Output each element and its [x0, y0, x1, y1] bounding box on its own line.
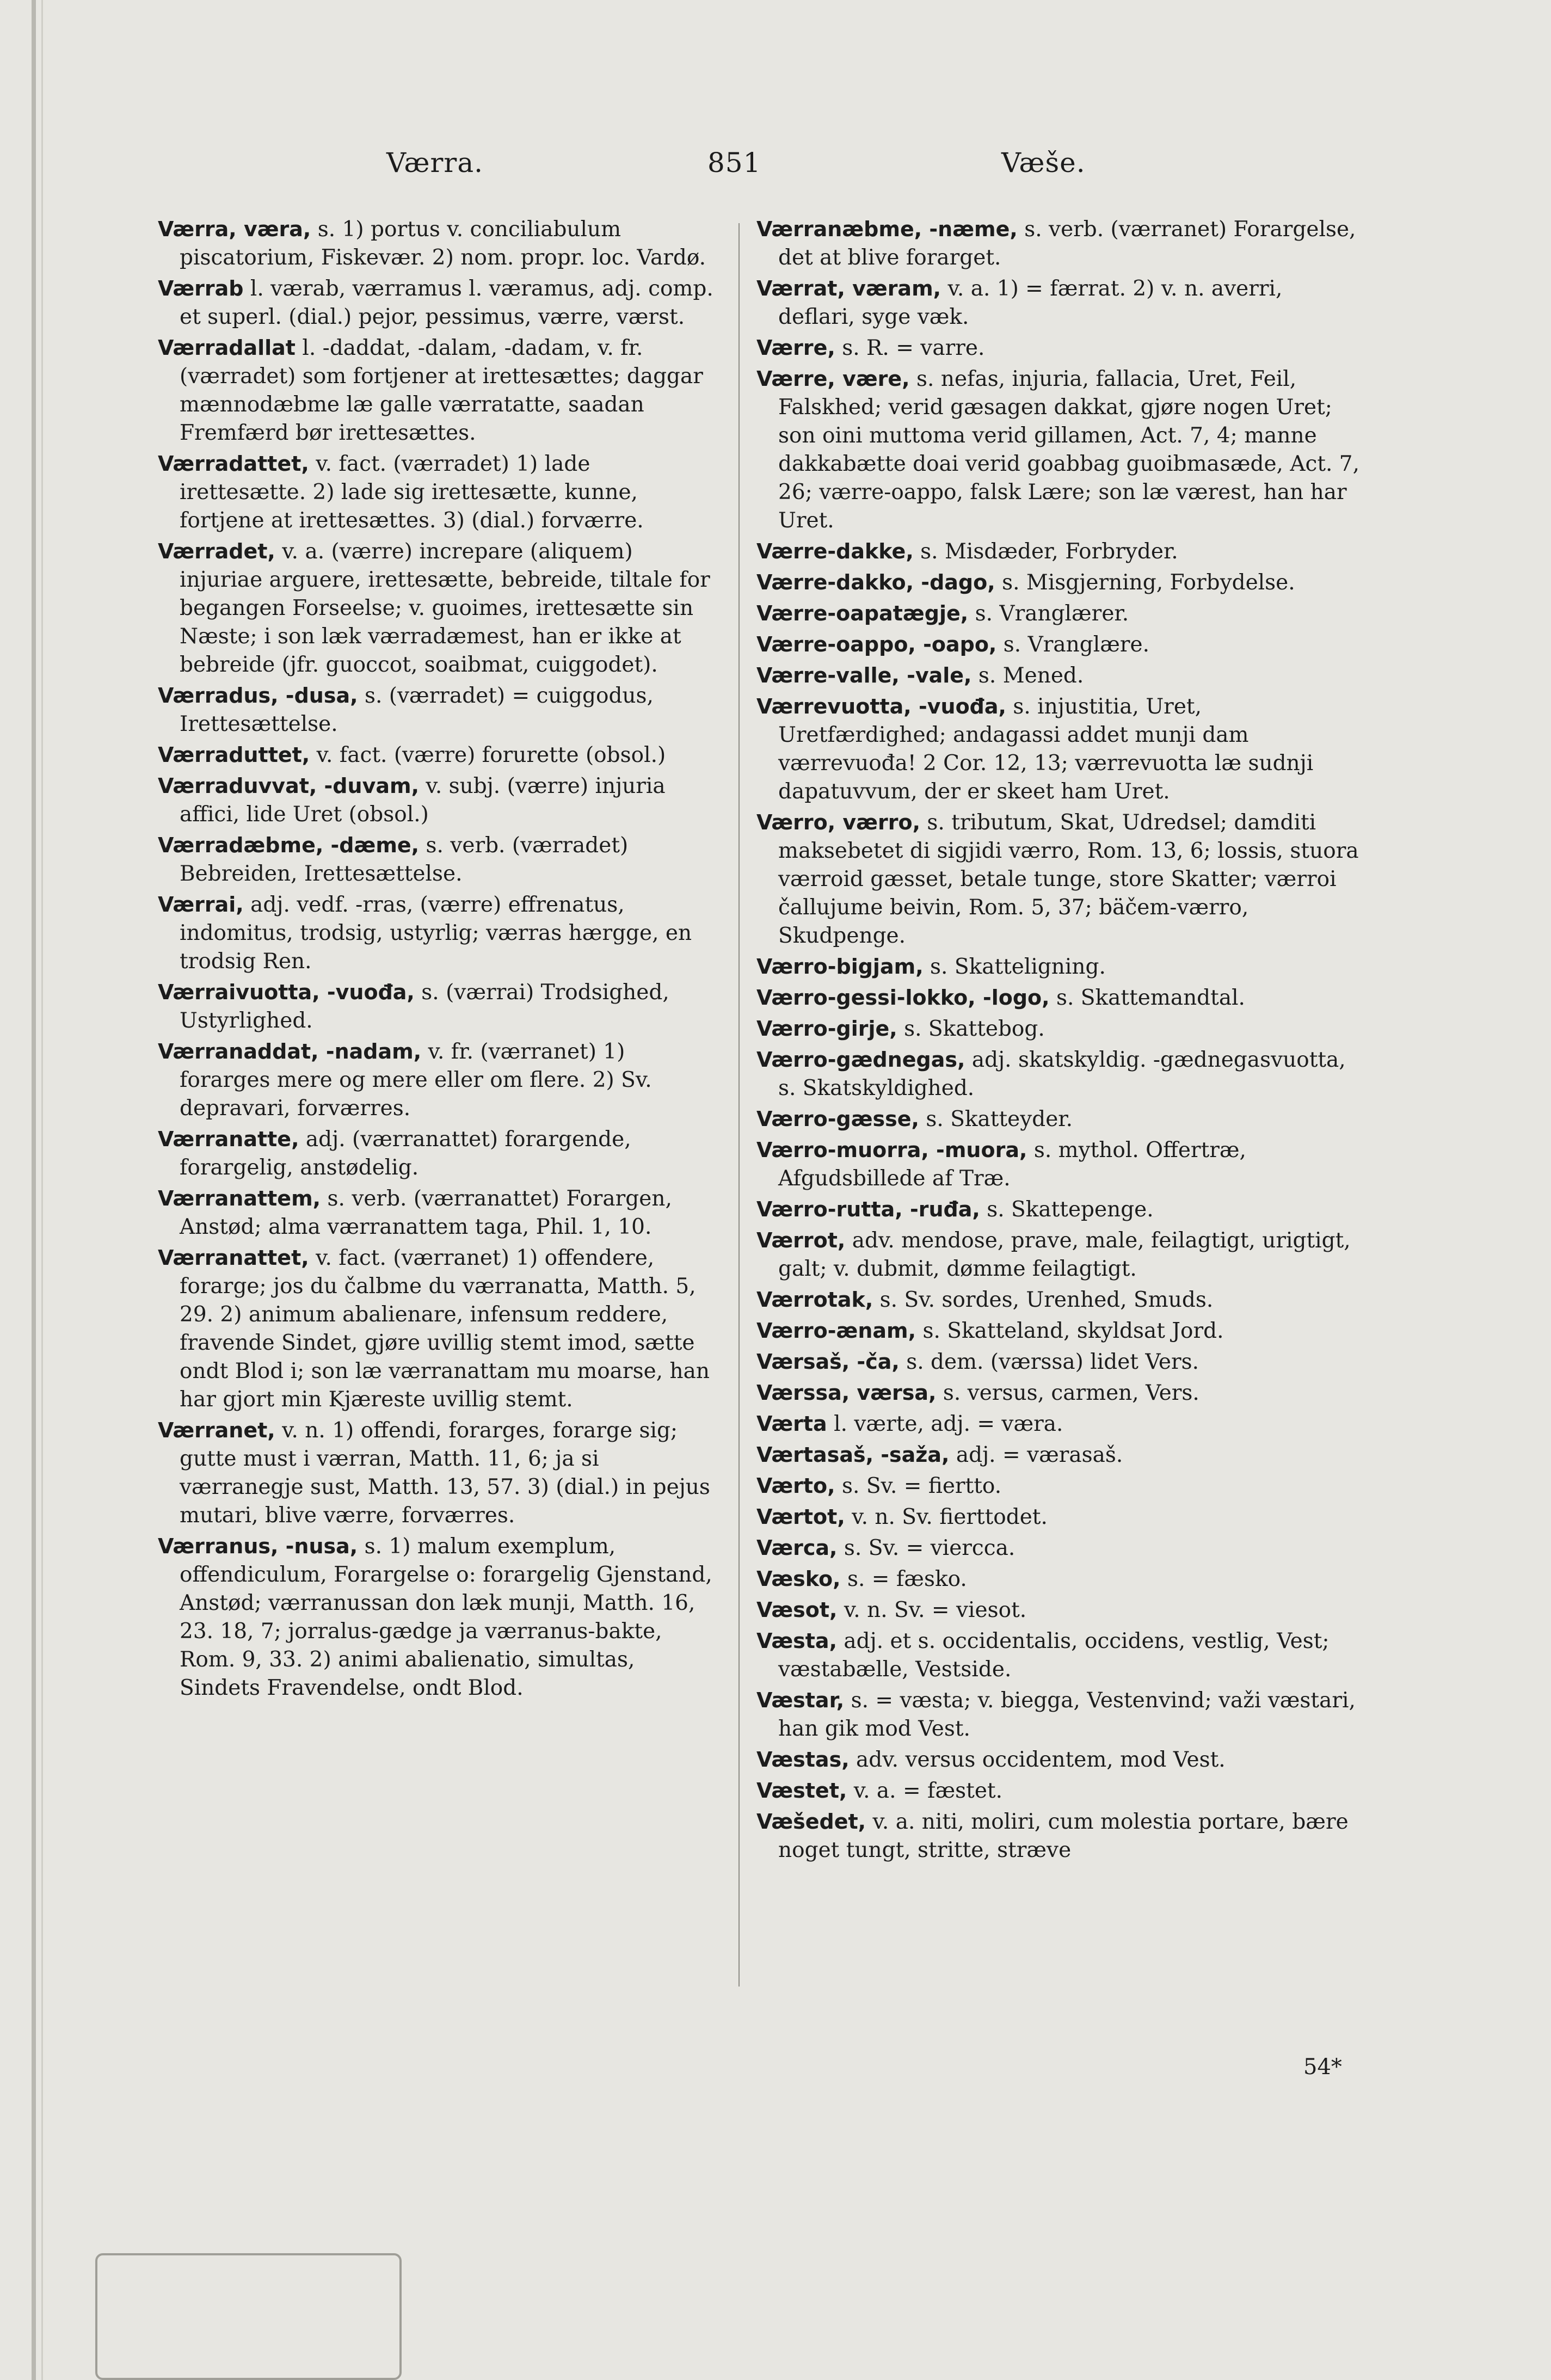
headword: Værre, være, — [756, 367, 910, 391]
right-column — [756, 215, 1361, 1867]
headword: Værtot, — [756, 1505, 845, 1529]
definition: l. værab, værramus l. væramus, adj. comp. et superl. (dial.) pejor, pessimus, værre, værst. — [180, 276, 713, 329]
definition: v. subj. (værre) injuria affici, lide Uret (obsol.) — [180, 774, 666, 827]
dictionary-entry — [756, 661, 1361, 690]
definition: s. verb. (værradet) Bebreiden, Irettesættelse. — [180, 833, 629, 886]
headword: Værrai, — [158, 893, 244, 917]
dictionary-entry — [756, 1379, 1361, 1407]
dictionary-entry — [158, 537, 718, 679]
headword: Værranæbme, -næme, — [756, 217, 1018, 241]
definition: s. nefas, injuria, fallacia, Uret, Feil, Falskhed; verid gæsagen dakkat, gjøre nogen Uret; son oini muttoma verid gillamen, Act. 7, 4; manne dakkabætte doai verid goabbag guoibmasæde, Act. 7, 26; værre-oappo, falsk Lære; son læ værest, han har Uret. — [778, 367, 1360, 533]
dictionary-entry — [756, 1686, 1361, 1743]
dictionary-entry — [158, 681, 718, 739]
definition: v. fact. (værre) forurette (obsol.) — [316, 743, 666, 767]
definition: v. fr. (værranet) 1) forarges mere og mere eller om flere. 2) Sv. depravari, forværres. — [180, 1040, 652, 1121]
headword: Væsta, — [756, 1629, 838, 1653]
headword: Værranattet, — [158, 1246, 309, 1270]
definition: s. tributum, Skat, Udredsel; damditi maksebetet di sigjidi værro, Rom. 13, 6; lossis, stuora værroid gæsset, betale tunge, store Skatter; værroi čallujume beivin, Rom. 5, 37; bäčem-værro, Skudpenge. — [778, 810, 1359, 948]
headword: Værca, — [756, 1536, 838, 1560]
definition: s. verb. (værranet) Forargelse, det at blive forarget. — [778, 217, 1356, 270]
dictionary-entry — [756, 1745, 1361, 1774]
dictionary-entry — [756, 630, 1361, 659]
headword: Værre-oappo, -oapo, — [756, 632, 997, 656]
running-head-right: Væše. — [1001, 147, 1086, 179]
dictionary-entry — [756, 274, 1361, 331]
headword: Værraduvvat, -duvam, — [158, 774, 420, 798]
dictionary-entry — [756, 1410, 1361, 1438]
definition: s. Sv. = fiertto. — [842, 1474, 1002, 1498]
dictionary-entry — [158, 1532, 718, 1702]
dictionary-entry — [756, 1136, 1361, 1193]
dictionary-entry — [756, 692, 1361, 806]
left-column — [158, 215, 718, 1705]
definition: s. dem. (værssa) lidet Vers. — [906, 1350, 1199, 1374]
definition: s. = fæsko. — [847, 1567, 967, 1591]
definition: s. injustitia, Uret, Uretfærdighed; andagassi addet munji dam værrevuođa! 2 Cor. 12, 13; værrevuotta læ sudnji dapatuvvum, der er skeet ham Uret. — [778, 694, 1314, 804]
definition: adv. mendose, prave, male, feilagtigt, urigtigt, galt; v. dubmit, dømme feilagtigt. — [778, 1228, 1351, 1281]
definition: v. n. Sv. fierttodet. — [852, 1505, 1048, 1529]
definition: s. Skattebog. — [904, 1017, 1045, 1041]
definition: s. Skatteland, skyldsat Jord. — [922, 1319, 1224, 1343]
headword: Væsko, — [756, 1567, 841, 1591]
definition: s. Misgjerning, Forbydelse. — [1002, 570, 1295, 595]
dictionary-entry — [158, 334, 718, 447]
dictionary-entry — [756, 215, 1361, 272]
definition: s. Vranglære. — [1003, 632, 1149, 657]
headword: Værre, — [756, 336, 835, 360]
headword: Værradæbme, -dæme, — [158, 833, 420, 857]
definition: v. a. 1) = færrat. 2) v. n. averri, deflari, syge væk. — [778, 276, 1283, 329]
definition: s. Vranglærer. — [975, 601, 1129, 626]
definition: adj. skatskyldig. -gædnegasvuotta, s. Skatskyldighed. — [778, 1048, 1346, 1100]
dictionary-entry — [756, 334, 1361, 362]
definition: v. a. niti, moliri, cum molestia portare, bære noget tungt, stritte, stræve — [778, 1810, 1349, 1862]
definition: adj. et s. occidentalis, occidens, vestlig, Vest; væstabælle, Vestside. — [778, 1629, 1330, 1682]
dictionary-entry — [756, 1472, 1361, 1500]
dictionary-entry — [756, 1441, 1361, 1469]
dictionary-entry — [756, 1503, 1361, 1532]
headword: Væstar, — [756, 1688, 845, 1712]
headword: Værro, værro, — [756, 810, 921, 834]
definition: s. Misdæder, Forbryder. — [920, 539, 1178, 564]
dictionary-entry — [158, 1244, 718, 1414]
dictionary-entry — [756, 983, 1361, 1012]
headword: Værradet, — [158, 539, 275, 563]
definition: s. versus, carmen, Vers. — [943, 1381, 1199, 1405]
headword: Værsaš, -ča, — [756, 1350, 900, 1374]
definition: v. fact. (værranet) 1) offendere, forarge; jos du čalbme du værranatta, Matth. 5, 29. 2) animum abalienare, infensum reddere, fravende Sindet, gjøre uvillig stemt imod, sætte ondt Blod i; son læ værranattam mu moarse, han har gjort min Kjæreste uvillig stemt. — [180, 1246, 710, 1412]
definition: v. n. 1) offendi, forarges, forarge sig; gutte must i værran, Matth. 11, 6; ja si værranegje sust, Matth. 13, 57. 3) (dial.) in pejus mutari, blive værre, forværres. — [180, 1418, 710, 1528]
dictionary-entry — [756, 1286, 1361, 1314]
column-divider — [738, 223, 740, 1987]
dictionary-entry — [756, 1046, 1361, 1103]
definition: v. fact. (værradet) 1) lade irettesætte. 2) lade sig irettesætte, kunne, fortjene at irettesættes. 3) (dial.) forværre. — [180, 452, 644, 533]
headword: Værre-oapatægje, — [756, 601, 969, 625]
dictionary-entry — [756, 568, 1361, 597]
headword: Værra, væra, — [158, 217, 311, 241]
signature-mark: 54* — [1303, 2055, 1342, 2080]
headword: Værrat, væram, — [756, 276, 941, 300]
dictionary-entry — [756, 1596, 1361, 1625]
headword: Værro-rutta, -ruđa, — [756, 1197, 980, 1221]
definition: adv. versus occidentem, mod Vest. — [856, 1748, 1226, 1772]
dictionary-entry — [756, 1105, 1361, 1134]
definition: s. (værradet) = cuiggodus, Irettesættelse. — [180, 684, 654, 736]
headword: Værta — [756, 1412, 827, 1436]
definition: s. Sv. sordes, Urenhed, Smuds. — [879, 1288, 1214, 1312]
headword: Værto, — [756, 1474, 835, 1498]
headword: Værradallat — [158, 336, 296, 360]
definition: s. Skatteyder. — [926, 1107, 1073, 1131]
dictionary-entry — [756, 365, 1361, 535]
page-gutter-shadow — [32, 0, 36, 2380]
headword: Værro-gæsse, — [756, 1107, 919, 1131]
headword: Værro-gædnegas, — [756, 1048, 965, 1072]
headword: Værraduttet, — [158, 743, 310, 767]
definition: v. a. (værre) increpare (aliquem) injuriae arguere, irettesætte, bebreide, tiltale for begangen Forseelse; v. guoimes, irettesætte sin Næste; i son læk værradæmest, han er ikke at bebreide (jfr. guoccot, soaibmat, cuiggodet). — [180, 539, 710, 677]
dictionary-entry — [158, 772, 718, 829]
definition: s. Skatteligning. — [930, 955, 1106, 979]
headword: Væšedet, — [756, 1810, 866, 1834]
definition: v. a. = fæstet. — [853, 1779, 1002, 1803]
headword: Værranattem, — [158, 1186, 321, 1210]
dictionary-entry — [756, 537, 1361, 566]
headword: Værrot, — [756, 1228, 846, 1252]
headword: Væsot, — [756, 1598, 838, 1622]
headword: Værranet, — [158, 1418, 275, 1442]
dictionary-entry — [756, 1014, 1361, 1043]
definition: s. 1) malum exemplum, offendiculum, Forargelse o: forargelig Gjenstand, Anstød; værranussan don læk munji, Matth. 16, 23. 18, 7; jorralus-gædge ja værranus-bakte, Rom. 9, 33. 2) animi abalienatio, simultas, Sindets Fravendelse, ondt Blod. — [180, 1534, 712, 1700]
definition: s. Mened. — [978, 663, 1084, 688]
dictionary-entry — [756, 599, 1361, 628]
headword: Værro-gessi-lokko, -logo, — [756, 986, 1050, 1010]
definition: l. -daddat, -dalam, -dadam, v. fr. (værradet) som fortjener at irettesættes; daggar mænnodæbme læ galle værratatte, saadan Fremfærd bør irettesættes. — [180, 336, 703, 445]
dictionary-entry — [756, 1776, 1361, 1805]
headword: Væstas, — [756, 1748, 850, 1772]
headword: Væstet, — [756, 1779, 847, 1803]
headword: Værranus, -nusa, — [158, 1534, 358, 1558]
headword: Værro-girje, — [756, 1017, 897, 1041]
headword: Værradus, -dusa, — [158, 684, 358, 708]
definition: v. n. Sv. = viesot. — [844, 1598, 1027, 1622]
definition: l. værte, adj. = væra. — [834, 1412, 1063, 1436]
dictionary-entry — [756, 1627, 1361, 1684]
headword: Værtasaš, -saža, — [756, 1443, 950, 1467]
definition: adj. vedf. -rras, (værre) effrenatus, indomitus, trodsig, ustyrlig; værras hærgge, en trodsig Ren. — [180, 893, 692, 974]
headword: Værre-dakko, -dago, — [756, 570, 995, 594]
dictionary-entry — [158, 1037, 718, 1123]
definition: s. mythol. Offertræ, Afgudsbillede af Træ. — [778, 1138, 1246, 1191]
dictionary-entry — [158, 978, 718, 1035]
headword: Værre-valle, -vale, — [756, 663, 972, 687]
definition: s. Skattepenge. — [987, 1197, 1154, 1222]
paper-clip-outline — [95, 2253, 402, 2380]
dictionary-entry — [158, 741, 718, 770]
definition: s. Skattemandtal. — [1056, 986, 1245, 1010]
dictionary-entry — [756, 1226, 1361, 1283]
dictionary-entry — [756, 1807, 1361, 1865]
definition: s. R. = varre. — [842, 336, 985, 360]
running-head-left: Værra. — [386, 147, 484, 179]
headword: Værro-bigjam, — [756, 955, 924, 979]
headword: Værranaddat, -nadam, — [158, 1040, 422, 1063]
page-number: 851 — [707, 147, 761, 179]
headword: Værssa, værsa, — [756, 1381, 937, 1405]
dictionary-entry — [158, 890, 718, 976]
definition: s. Sv. = viercca. — [844, 1536, 1015, 1560]
headword: Værre-dakke, — [756, 539, 914, 563]
headword: Værranatte, — [158, 1127, 299, 1151]
dictionary-entry — [158, 831, 718, 888]
headword: Værraivuotta, -vuođa, — [158, 980, 415, 1004]
definition: adj. (værranattet) forargende, forargelig, anstødelig. — [180, 1127, 631, 1180]
dictionary-entry — [756, 808, 1361, 950]
dictionary-entry — [158, 1184, 718, 1241]
dictionary-entry — [756, 952, 1361, 981]
definition: s. verb. (værranattet) Forargen, Anstød; alma værranattem taga, Phil. 1, 10. — [180, 1186, 672, 1239]
dictionary-entry — [756, 1534, 1361, 1563]
dictionary-entry — [756, 1317, 1361, 1345]
page-gutter-line — [41, 0, 43, 2380]
headword: Værrevuotta, -vuođa, — [756, 694, 1006, 718]
definition: s. = væsta; v. biegga, Vestenvind; važi væstari, han gik mod Vest. — [778, 1688, 1356, 1741]
dictionary-entry — [158, 1125, 718, 1182]
headword: Værro-ænam, — [756, 1319, 916, 1343]
dictionary-entry — [756, 1195, 1361, 1224]
headword: Værradattet, — [158, 452, 309, 476]
definition: s. (værrai) Trodsighed, Ustyrlighed. — [180, 980, 669, 1033]
definition: adj. = værasaš. — [956, 1443, 1123, 1467]
headword: Værrab — [158, 276, 244, 300]
headword: Værro-muorra, -muora, — [756, 1138, 1027, 1162]
dictionary-entry — [158, 450, 718, 535]
dictionary-entry — [158, 274, 718, 331]
dictionary-entry — [158, 215, 718, 272]
dictionary-entry — [158, 1416, 718, 1530]
definition: s. 1) portus v. conciliabulum piscatorium, Fiskevær. 2) nom. propr. loc. Vardø. — [180, 217, 706, 270]
dictionary-entry — [756, 1348, 1361, 1376]
dictionary-entry — [756, 1565, 1361, 1594]
headword: Værrotak, — [756, 1288, 873, 1312]
